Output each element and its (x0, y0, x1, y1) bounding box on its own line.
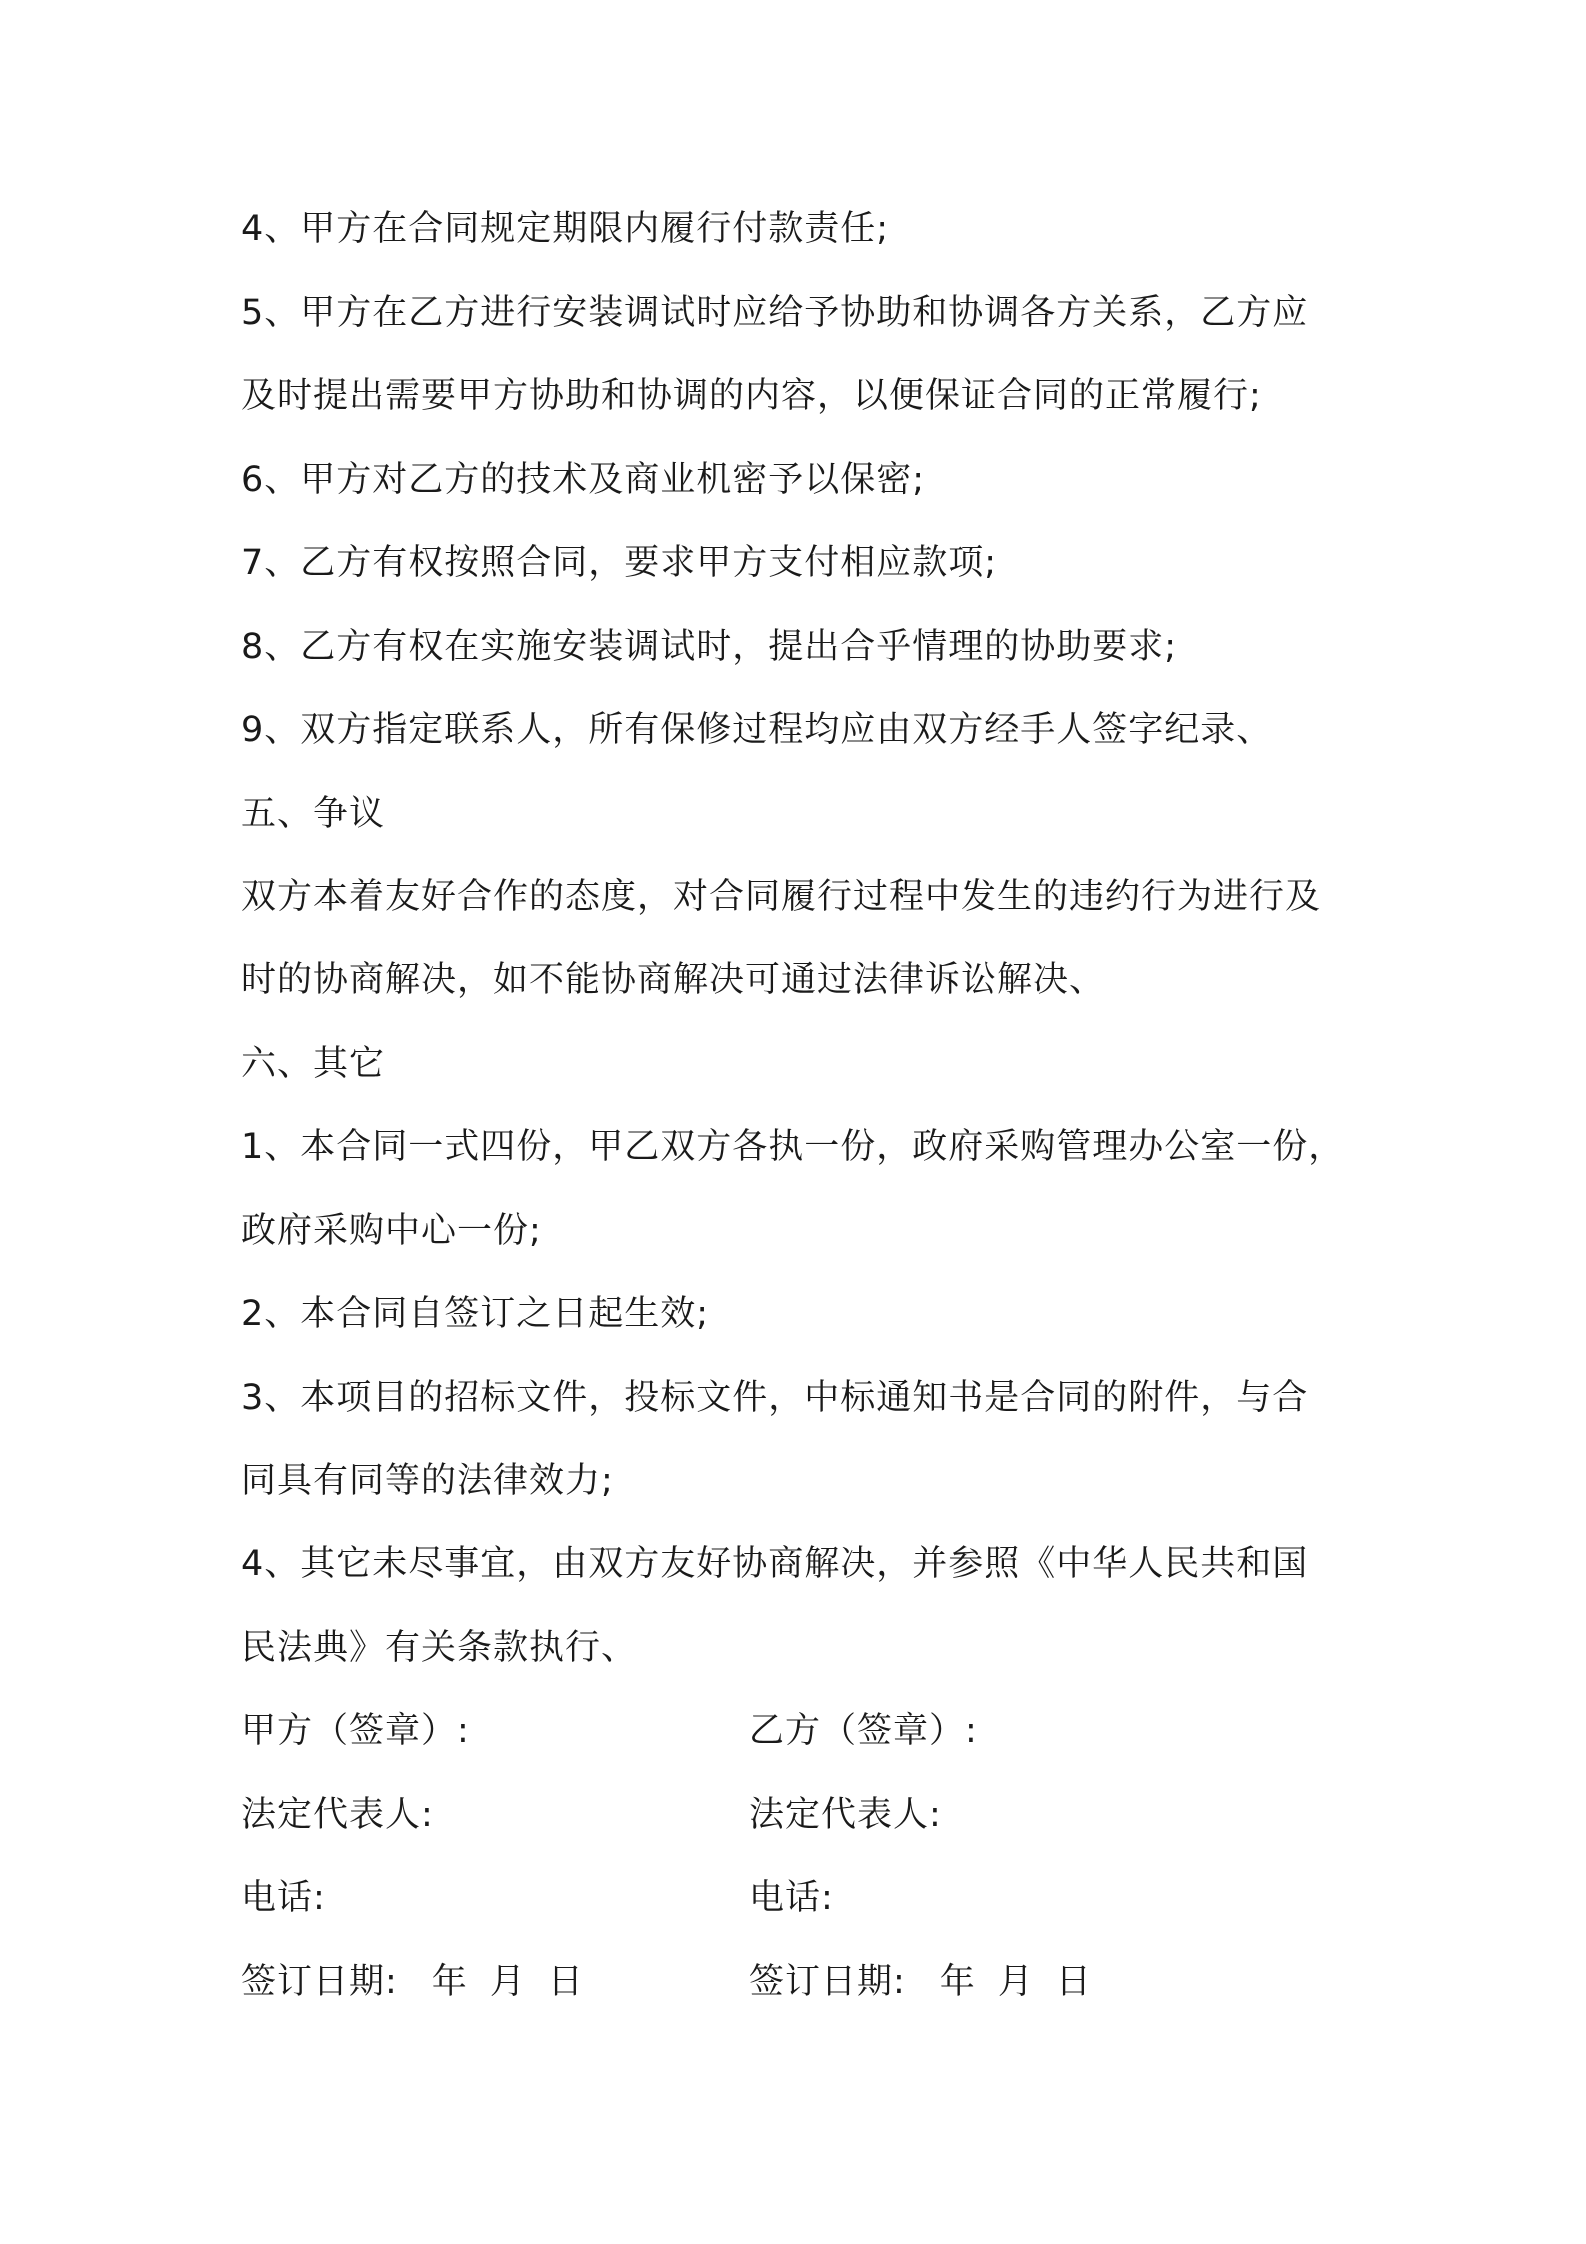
clause-item-7: 7、乙方有权按照合同，要求甲方支付相应款项; (241, 543, 998, 583)
section-6-item-1-line-2: 政府采购中心一份; (241, 1211, 542, 1251)
party-b-representative-label: 法定代表人: (749, 1795, 942, 1835)
section-6-item-2: 2、本合同自签订之日起生效; (241, 1294, 710, 1334)
party-a-date-label: 签订日期: (241, 1962, 398, 2002)
party-b-phone-label: 电话: (749, 1878, 834, 1918)
clause-item-5-line-1: 5、甲方在乙方进行安装调试时应给予协助和协调各方关系，乙方应 (241, 293, 1309, 333)
section-6-item-4-line-2: 民法典》有关条款执行、 (241, 1628, 638, 1668)
party-a-year-label: 年 (431, 1962, 468, 2002)
party-b-month-label: 月 (997, 1962, 1034, 2002)
party-a-day-label: 日 (547, 1962, 584, 2002)
party-b-day-label: 日 (1055, 1962, 1092, 2002)
section-6-item-1-line-1: 1、本合同一式四份，甲乙双方各执一份，政府采购管理办公室一份， (241, 1127, 1345, 1167)
party-a-phone-label: 电话: (241, 1878, 326, 1918)
party-b-signing-date (749, 1960, 1092, 2004)
party-a-month-label: 月 (489, 1962, 526, 2002)
party-b-seal-label: 乙方（签章）: (749, 1711, 978, 1751)
section-5-body-line-2: 时的协商解决，如不能协商解决可通过法律诉讼解决、 (241, 960, 1106, 1000)
party-b-year-label: 年 (939, 1962, 976, 2002)
party-a-signing-date (241, 1960, 584, 2004)
clause-item-5-line-2: 及时提出需要甲方协助和协调的内容，以便保证合同的正常履行; (241, 376, 1262, 416)
section-6-heading: 六、其它 (241, 1044, 386, 1084)
section-6-item-3-line-1: 3、本项目的招标文件，投标文件，中标通知书是合同的附件，与合 (241, 1378, 1309, 1418)
party-a-seal-label: 甲方（签章）: (241, 1711, 470, 1751)
section-6-item-3-line-2: 同具有同等的法律效力; (241, 1461, 614, 1501)
clause-item-8: 8、乙方有权在实施安装调试时，提出合乎情理的协助要求; (241, 627, 1178, 667)
clause-item-9: 9、双方指定联系人，所有保修过程均应由双方经手人签字纪录、 (241, 710, 1273, 750)
party-a-representative-label: 法定代表人: (241, 1795, 434, 1835)
section-5-heading: 五、争议 (241, 794, 386, 834)
party-b-date-label: 签订日期: (749, 1962, 906, 2002)
clause-item-6: 6、甲方对乙方的技术及商业机密予以保密; (241, 460, 926, 500)
clause-item-4: 4、甲方在合同规定期限内履行付款责任; (241, 209, 890, 249)
section-5-body-line-1: 双方本着友好合作的态度，对合同履行过程中发生的违约行为进行及 (241, 877, 1322, 917)
section-6-item-4-line-1: 4、其它未尽事宜，由双方友好协商解决，并参照《中华人民共和国 (241, 1544, 1309, 1584)
